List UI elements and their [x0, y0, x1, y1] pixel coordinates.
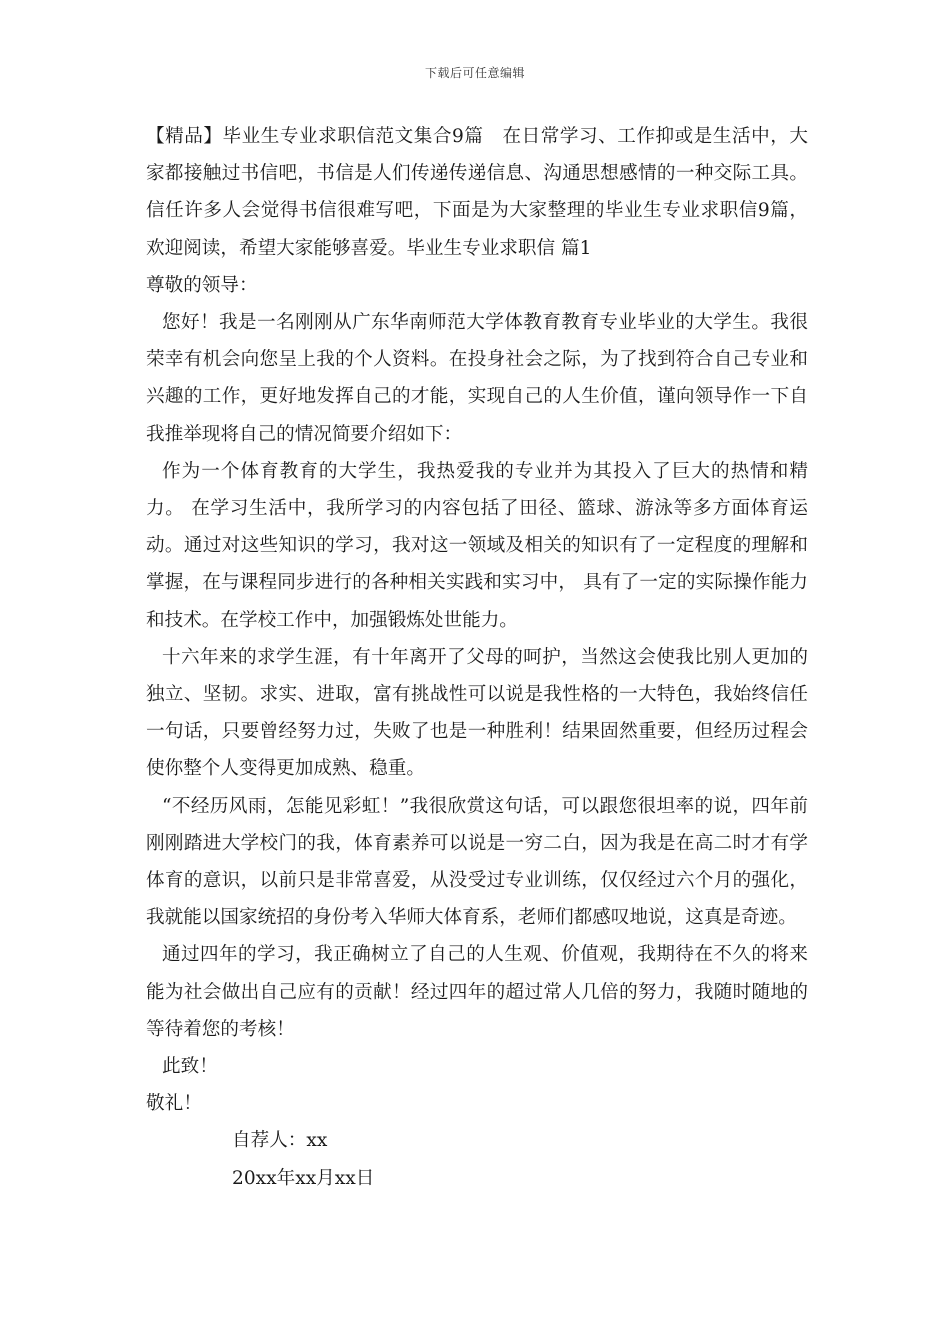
intro-paragraph: 【精品】毕业生专业求职信范文集合9篇 在日常学习、工作抑或是生活中，大家都接触过书信吧，书信是人们传递传递信息、沟通思想感情的一种交际工具。信任许多人会觉得书信很难写吧，下面是为大家整理的毕业生专业求职信9篇，欢迎阅读，希望大家能够喜爱。毕业生专业求职信 篇1: [146, 126, 808, 259]
body-paragraph-1: 您好！我是一名刚刚从广东华南师范大学体教育教育专业毕业的大学生。我很荣幸有机会向您呈上我的个人资料。在投身社会之际，为了找到符合自己专业和兴趣的工作，更好地发挥自己的才能，实现自己的人生价值，谨向领导作一下自我推举现将自己的情况简要介绍如下：: [146, 312, 808, 445]
salutation: 尊敬的领导：: [146, 274, 258, 296]
body-paragraph-3: 十六年来的求学生涯，有十年离开了父母的呵护，当然这会使我比别人更加的独立、坚韧。求实、进取，富有挑战性可以说是我性格的一大特色，我始终信任一句话，只要曾经努力过，失败了也是一种胜利！结果固然重要，但经历过程会使你整个人变得更加成熟、稳重。: [146, 646, 808, 780]
regards: 敬礼！: [146, 1093, 202, 1115]
body-paragraph-2: 作为一个体育教育的大学生，我热爱我的专业并为其投入了巨大的热情和精力。 在学习生活中，我所学习的内容包括了田径、篮球、游泳等多方面体育运动。通过对这些知识的学习，我对这一领域及相关的知识有了一定程度的理解和掌握，在与课程同步进行的各种相关实践和实习中， 具有了一定的实际操作能力和技术。在学校工作中，加强锻炼处世能力。: [146, 460, 808, 631]
closing: 此致！: [162, 1056, 218, 1078]
document-body: [146, 118, 808, 1197]
date: 20xx年xx月xx日: [232, 1167, 375, 1189]
body-paragraph-5: 通过四年的学习，我正确树立了自己的人生观、价值观，我期待在不久的将来能为社会做出自己应有的贡献！经过四年的超过常人几倍的努力，我随时随地的等待着您的考核！: [146, 944, 808, 1040]
body-paragraph-4: “不经历风雨，怎能见彩虹！”我很欣赏这句话，可以跟您很坦率的说，四年前刚刚踏进大学校门的我，体育素养可以说是一穷二白，因为我是在高二时才有学体育的意识，以前只是非常喜爱，从没受过专业训练，仅仅经过六个月的强化，我就能以国家统招的身份考入华师大体育系，老师们都感叹地说，这真是奇迹。: [146, 795, 808, 929]
signature: 自荐人：xx: [232, 1130, 328, 1152]
page-header: 下载后可任意编辑: [424, 66, 525, 80]
